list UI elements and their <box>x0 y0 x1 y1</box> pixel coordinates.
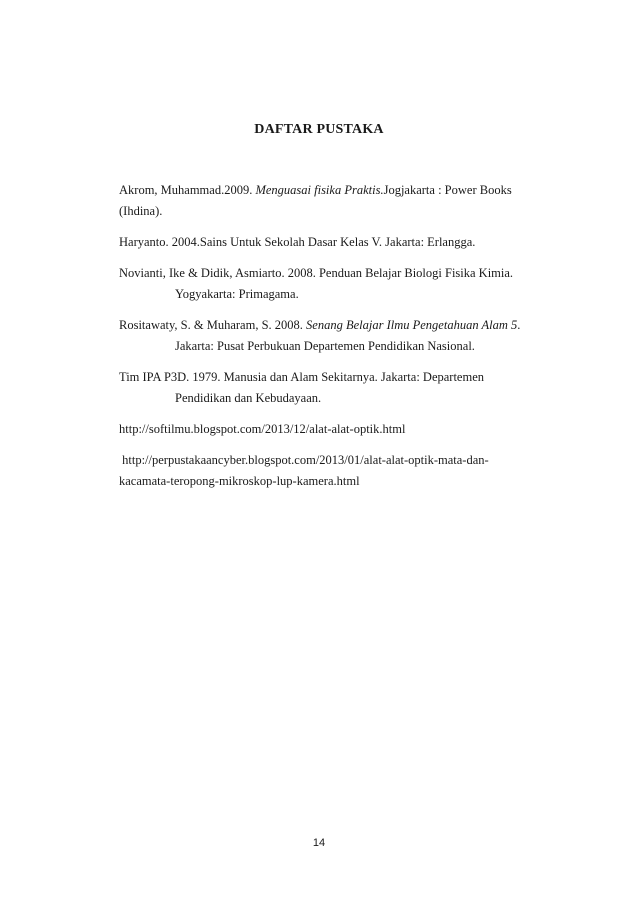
reference-line: Novianti, Ike & Didik, Asmiarto. 2008. Penduan Belajar Biologi Fisika Kimia. <box>119 266 514 280</box>
reference-url: kacamata-teropong-mikroskop-lup-kamera.html <box>119 474 360 488</box>
reference-line: Yogyakarta: Primagama. <box>175 287 299 301</box>
reference-title: Menguasai fisika Praktis. <box>255 183 384 197</box>
reference-url: http://perpustakaancyber.blogspot.com/2013/01/alat-alat-optik-mata-dan- <box>119 453 489 467</box>
reference-line: Tim IPA P3D. 1979. Manusia dan Alam Sekitarnya. Jakarta: Departemen <box>119 370 485 384</box>
reference-line: Haryanto. 2004.Sains Untuk Sekolah Dasar Kelas V. Jakarta: Erlangga. <box>119 235 476 249</box>
reference-item <box>119 419 559 440</box>
page-title: DAFTAR PUSTAKA <box>254 122 384 137</box>
reference-text: Jogjakarta : Power Books <box>383 183 512 197</box>
reference-text: Akrom, Muhammad.2009. <box>119 183 256 197</box>
reference-url: http://softilmu.blogspot.com/2013/12/alat-alat-optik.html <box>119 422 406 436</box>
reference-item <box>119 367 559 409</box>
reference-line <box>119 180 559 201</box>
reference-line: Pendidikan dan Kebudayaan. <box>175 391 322 405</box>
reference-item <box>119 450 559 492</box>
reference-line: Jakarta: Pusat Perbukuan Departemen Pendidikan Nasional. <box>175 339 475 353</box>
page-number: 14 <box>312 837 326 849</box>
reference-item <box>119 263 559 305</box>
reference-text: . <box>517 318 521 332</box>
reference-item <box>119 180 559 222</box>
reference-item <box>119 232 559 253</box>
reference-text: Rositawaty, S. & Muharam, S. 2008. <box>119 318 307 332</box>
reference-list <box>119 180 559 502</box>
reference-line <box>119 315 559 336</box>
reference-title: Senang Belajar Ilmu Pengetahuan Alam 5 <box>306 318 518 332</box>
reference-item <box>119 315 559 357</box>
reference-line: (Ihdina). <box>119 204 163 218</box>
